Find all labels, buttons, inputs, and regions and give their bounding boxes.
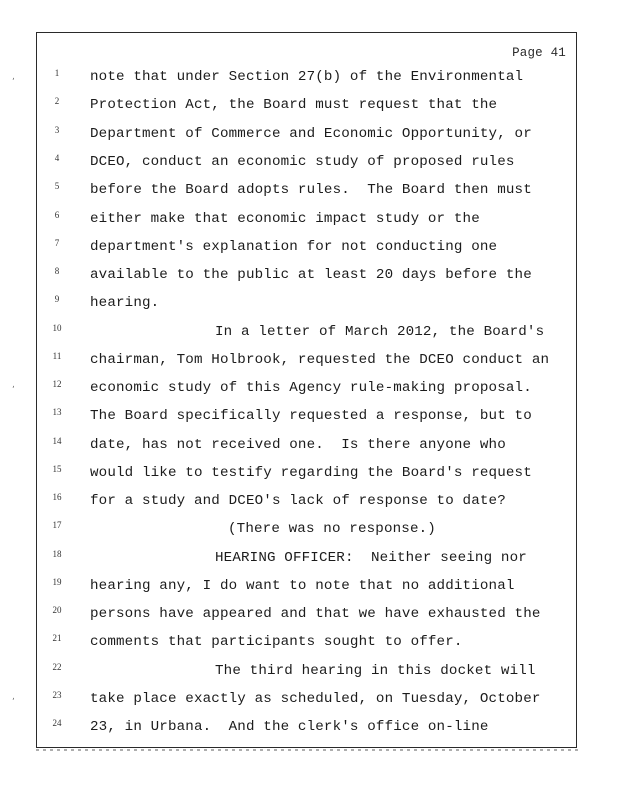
transcript-line: [0, 718, 618, 740]
line-text: chairman, Tom Holbrook, requested the DCEO conduct an: [90, 352, 550, 368]
line-number: 9: [54, 294, 60, 304]
transcript-line: [0, 96, 618, 118]
line-text: The Board specifically requested a response, but to: [90, 408, 532, 424]
transcript-line: [0, 577, 618, 599]
line-text: note that under Section 27(b) of the Environmental: [90, 69, 524, 85]
transcript-line: [0, 210, 618, 232]
line-text: before the Board adopts rules. The Board then must: [90, 182, 532, 198]
line-text: take place exactly as scheduled, on Tuesday, October: [90, 691, 541, 707]
line-text: hearing.: [90, 295, 160, 311]
margin-mark: ,: [12, 692, 15, 702]
transcript-line: [0, 436, 618, 458]
line-number: 17: [52, 520, 62, 530]
line-number: 14: [52, 436, 62, 446]
transcript-line: [0, 238, 618, 260]
transcript-line: [0, 153, 618, 175]
line-number: 21: [52, 633, 62, 643]
line-text: (There was no response.): [228, 521, 436, 537]
line-number: 24: [52, 718, 62, 728]
transcript-line: [0, 520, 618, 542]
transcript-line: [0, 690, 618, 712]
margin-mark: ,: [12, 380, 15, 390]
line-text: available to the public at least 20 days before the: [90, 267, 532, 283]
line-number: 10: [52, 323, 62, 333]
line-text: 23, in Urbana. And the clerk's office on-line: [90, 719, 489, 735]
line-text: Protection Act, the Board must request that the: [90, 97, 498, 113]
margin-mark: ,: [12, 72, 15, 82]
transcript-line: [0, 181, 618, 203]
line-number: 23: [52, 690, 62, 700]
line-text: In a letter of March 2012, the Board's: [215, 324, 545, 340]
line-number: 16: [52, 492, 62, 502]
transcript-line: [0, 662, 618, 684]
line-text: comments that participants sought to offer.: [90, 634, 463, 650]
line-number: 11: [52, 351, 62, 361]
transcript-line: [0, 266, 618, 288]
line-text: department's explanation for not conducting one: [90, 239, 498, 255]
transcript-line: [0, 294, 618, 316]
line-number: 2: [54, 96, 60, 106]
transcript-line: [0, 379, 618, 401]
line-text: date, has not received one. Is there anyone who: [90, 437, 506, 453]
line-number: 3: [54, 125, 60, 135]
transcript-line: [0, 633, 618, 655]
line-number: 8: [54, 266, 60, 276]
transcript-line: [0, 464, 618, 486]
line-number: 5: [54, 181, 60, 191]
line-number: 20: [52, 605, 62, 615]
transcript-line: [0, 68, 618, 90]
line-text: DCEO, conduct an economic study of proposed rules: [90, 154, 515, 170]
line-text: persons have appeared and that we have exhausted the: [90, 606, 541, 622]
line-text: The third hearing in this docket will: [215, 663, 536, 679]
line-text: would like to testify regarding the Board's request: [90, 465, 532, 481]
line-number: 22: [52, 662, 62, 672]
line-number: 7: [54, 238, 60, 248]
transcript-line: [0, 407, 618, 429]
line-text: for a study and DCEO's lack of response to date?: [90, 493, 506, 509]
page-bottom-edge: [36, 749, 579, 751]
line-text: economic study of this Agency rule-making proposal.: [90, 380, 532, 396]
line-number: 1: [54, 68, 60, 78]
line-text: either make that economic impact study or the: [90, 211, 480, 227]
transcript-line: [0, 323, 618, 345]
line-number: 15: [52, 464, 62, 474]
line-number: 19: [52, 577, 62, 587]
line-number: 4: [54, 153, 60, 163]
transcript-line: [0, 549, 618, 571]
transcript-line: [0, 492, 618, 514]
line-text: hearing any, I do want to note that no additional: [90, 578, 515, 594]
line-number: 13: [52, 407, 62, 417]
transcript-line: [0, 351, 618, 373]
transcript-line: [0, 125, 618, 147]
line-number: 6: [54, 210, 60, 220]
transcript-line: [0, 605, 618, 627]
line-text: HEARING OFFICER: Neither seeing nor: [215, 550, 527, 566]
line-text: Department of Commerce and Economic Opportunity, or: [90, 126, 532, 142]
line-number: 12: [52, 379, 62, 389]
line-number: 18: [52, 549, 62, 559]
page-number: Page 41: [512, 46, 566, 60]
